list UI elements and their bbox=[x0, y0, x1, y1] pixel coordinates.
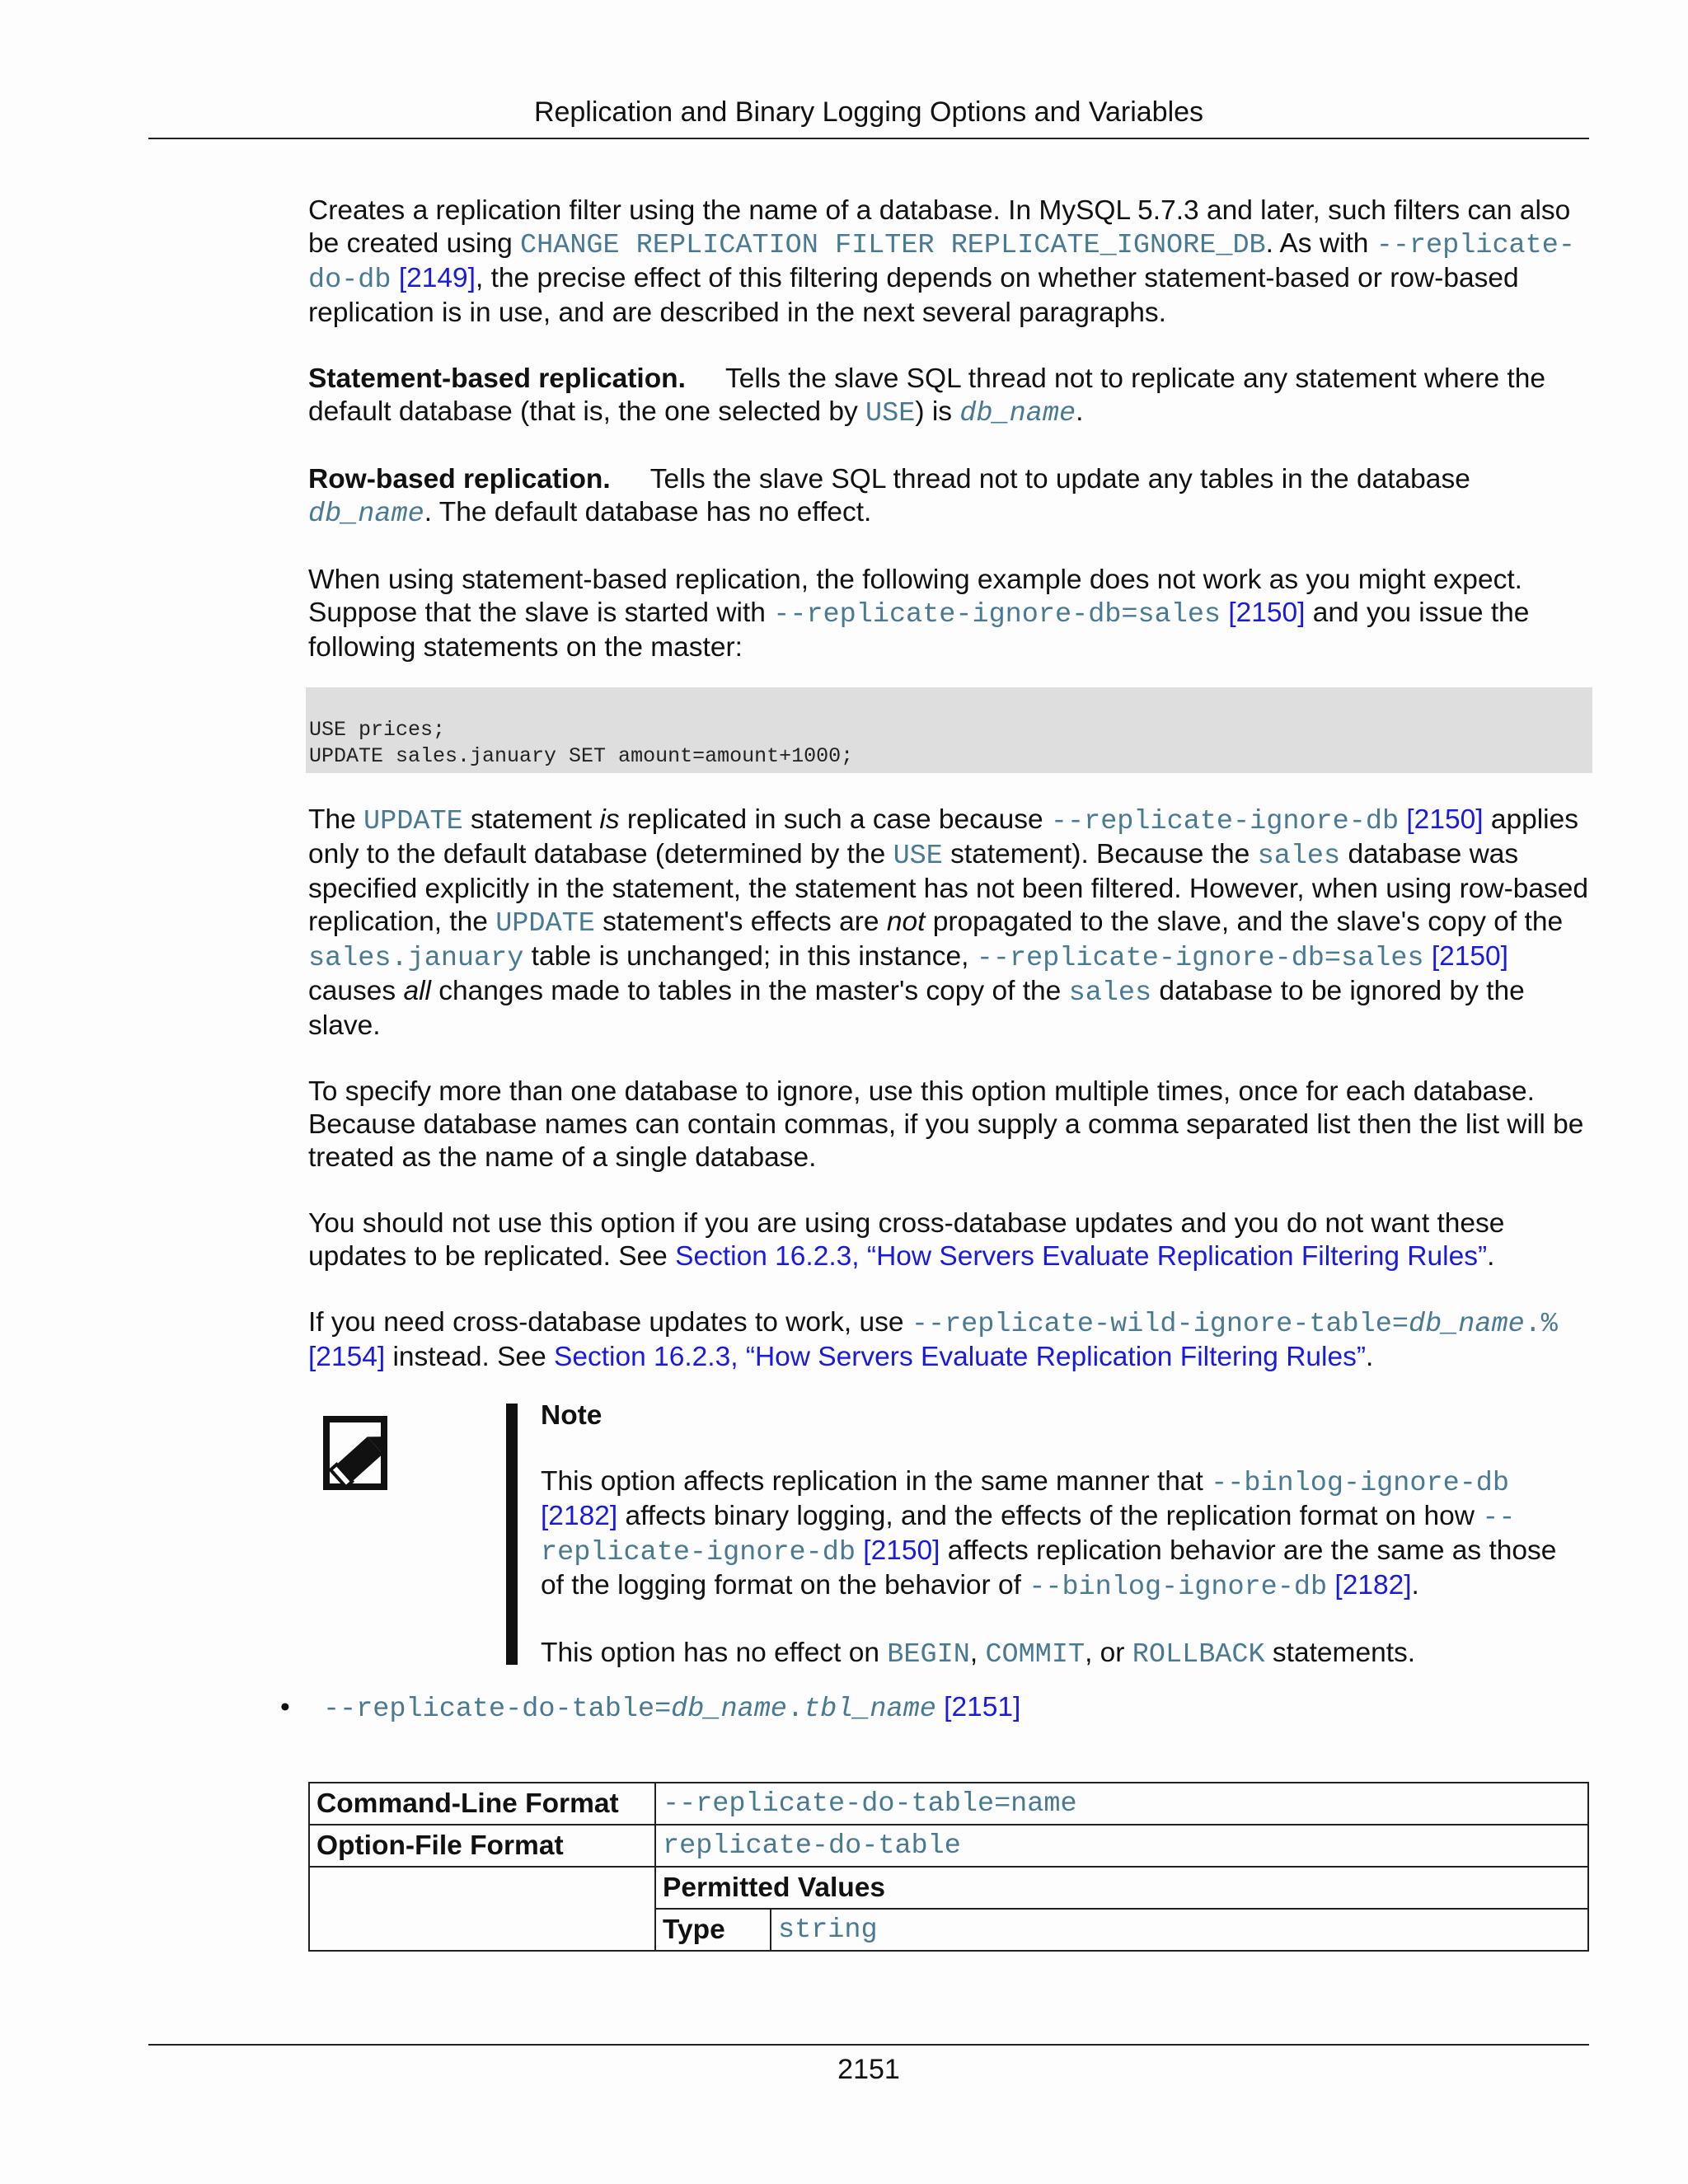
text: . bbox=[1487, 1241, 1495, 1272]
text: statement bbox=[462, 804, 600, 835]
text: . bbox=[1366, 1342, 1374, 1372]
code-dot: . bbox=[786, 1694, 804, 1725]
main-content-bottom bbox=[308, 804, 1594, 1407]
table-label: Option-File Format bbox=[309, 1825, 655, 1867]
code-replicate-do-table[interactable]: --replicate-do-table= bbox=[323, 1694, 672, 1725]
emphasis-is: is bbox=[599, 804, 620, 835]
code-dot-percent: .% bbox=[1524, 1309, 1558, 1340]
code-replicate-ignore-db-sales[interactable]: --replicate-ignore-db=sales bbox=[976, 943, 1424, 974]
code-replicate-wild-ignore-table[interactable]: --replicate-wild-ignore-table= bbox=[911, 1309, 1409, 1340]
code-change-replication-filter[interactable]: CHANGE REPLICATION FILTER REPLICATE_IGNORE_DB bbox=[520, 230, 1266, 261]
text: applies only to the default database (determined by the bbox=[308, 804, 1578, 869]
code-example-block bbox=[306, 687, 1592, 773]
table-row bbox=[309, 1783, 1588, 1825]
text: replicated in such a case because bbox=[619, 804, 1051, 835]
code-db-name: db_name bbox=[671, 1694, 787, 1725]
code-line-2: UPDATE sales.january SET amount=amount+1000; bbox=[309, 744, 854, 768]
text: When using statement-based replication, the following example does not work as you might expect. Suppose that the slave is started with bbox=[308, 565, 1522, 628]
page-number: 2151 bbox=[837, 2054, 900, 2085]
table-label: Command-Line Format bbox=[309, 1783, 655, 1825]
page-ref-link[interactable]: [2151] bbox=[944, 1692, 1021, 1722]
page-footer bbox=[148, 2044, 1589, 2090]
code-begin[interactable]: BEGIN bbox=[887, 1639, 970, 1671]
text: changes made to tables in the master's copy of the bbox=[430, 976, 1069, 1006]
emphasis-not: not bbox=[886, 907, 926, 937]
note-sidebar-rule bbox=[506, 1404, 518, 1665]
text: , the precise effect of this filtering depends on whether statement-based or row-based replication is in use, and are described in the next several paragraphs. bbox=[308, 263, 1519, 328]
section-link[interactable]: Section 16.2.3, “How Servers Evaluate Replication Filtering Rules” bbox=[554, 1342, 1366, 1372]
code-tbl-name: tbl_name bbox=[804, 1694, 936, 1725]
text: causes bbox=[308, 976, 404, 1006]
page-ref-link[interactable]: [2182] bbox=[541, 1501, 618, 1531]
text: database was specified explicitly in the statement, the statement has not been filtered. However, when using row-based replication, the bbox=[308, 839, 1589, 937]
code-commit[interactable]: COMMIT bbox=[985, 1639, 1085, 1671]
text: . bbox=[1076, 396, 1084, 427]
note-paragraph-2 bbox=[541, 1637, 1563, 1671]
text: statements. bbox=[1264, 1638, 1416, 1668]
code-update[interactable]: UPDATE bbox=[363, 806, 463, 837]
lead-statement-based: Statement-based replication. bbox=[308, 363, 686, 394]
main-content-top bbox=[308, 194, 1594, 697]
page-ref-link[interactable]: [2150] bbox=[1406, 804, 1484, 835]
bullet-marker: • bbox=[280, 1692, 290, 1722]
text: and you issue the following statements on the master: bbox=[308, 598, 1530, 663]
note-pencil-icon bbox=[323, 1416, 397, 1492]
code-replicate-do-db[interactable]: --replicate-do-db bbox=[308, 230, 1575, 296]
note-paragraph-1 bbox=[541, 1465, 1563, 1604]
table-row bbox=[309, 1825, 1588, 1867]
text: The bbox=[308, 804, 364, 835]
text: instead. See bbox=[385, 1342, 555, 1372]
text: propagated to the slave, and the slave's copy of the bbox=[925, 907, 1564, 937]
text: You should not use this option if you are using cross-database updates and you do not want these updates to be replicated. See bbox=[308, 1208, 1505, 1272]
paragraph-row-based bbox=[308, 463, 1594, 531]
paragraph-example-intro bbox=[308, 564, 1594, 664]
text: ) is bbox=[915, 396, 960, 427]
note-title: Note bbox=[541, 1400, 603, 1431]
header-title: Replication and Binary Logging Options and Variables bbox=[533, 96, 1204, 128]
option-properties-table bbox=[308, 1782, 1589, 1952]
text: Creates a replication filter using the name of a database. In MySQL 5.7.3 and later, such filters can also be created using bbox=[308, 195, 1571, 259]
code-binlog-ignore-db[interactable]: --binlog-ignore-db bbox=[1029, 1572, 1328, 1603]
page-ref-link[interactable]: [2150] bbox=[863, 1535, 940, 1566]
text: To specify more than one database to ignore, use this option multiple times, once for each database. Because database names can contain commas, if you supply a comma separated list then the list will be treated as the name of a single database. bbox=[308, 1076, 1584, 1173]
code-rollback[interactable]: ROLLBACK bbox=[1132, 1639, 1265, 1671]
text: table is unchanged; in this instance, bbox=[523, 941, 977, 972]
table-value: --replicate-do-table=name bbox=[655, 1783, 1588, 1825]
text: statement's effects are bbox=[594, 907, 887, 937]
text: This option has no effect on bbox=[541, 1638, 888, 1668]
paragraph-cross-database bbox=[308, 1207, 1594, 1273]
text: This option affects replication in the same manner that bbox=[541, 1466, 1212, 1497]
table-type-label: Type bbox=[655, 1909, 771, 1951]
paragraph-wild-ignore bbox=[308, 1306, 1594, 1374]
code-binlog-ignore-db[interactable]: --binlog-ignore-db bbox=[1211, 1468, 1509, 1499]
section-link[interactable]: Section 16.2.3, “How Servers Evaluate Replication Filtering Rules” bbox=[675, 1241, 1488, 1272]
paragraph-update-explanation bbox=[308, 804, 1594, 1043]
code-db-name: db_name bbox=[308, 499, 424, 530]
paragraph-multiple-databases bbox=[308, 1076, 1594, 1174]
code-use[interactable]: USE bbox=[865, 398, 916, 429]
running-header bbox=[148, 92, 1589, 139]
table-permitted-values-header: Permitted Values bbox=[655, 1867, 1588, 1909]
text: Tells the slave SQL thread not to replicate any statement where the default database (that is, the one selected by bbox=[308, 363, 1545, 427]
text: Tells the slave SQL thread not to update any tables in the database bbox=[649, 464, 1470, 494]
text: . bbox=[1411, 1570, 1419, 1601]
option-entry-replicate-do-table bbox=[323, 1691, 1020, 1726]
code-replicate-ignore-db[interactable]: --replicate-ignore-db bbox=[541, 1502, 1516, 1568]
code-sales: sales bbox=[1068, 977, 1152, 1009]
table-row bbox=[309, 1867, 1588, 1909]
text: , bbox=[969, 1638, 986, 1668]
text: affects replication behavior are the same as those of the logging format on the behavior of bbox=[541, 1535, 1557, 1601]
code-use[interactable]: USE bbox=[893, 841, 943, 872]
text: , or bbox=[1085, 1638, 1132, 1668]
page-ref-link[interactable]: [2154] bbox=[308, 1342, 386, 1372]
page-ref-link[interactable]: [2150] bbox=[1228, 598, 1306, 628]
paragraph-statement-based bbox=[308, 363, 1594, 430]
code-db-name: db_name bbox=[959, 398, 1076, 429]
code-line-1: USE prices; bbox=[309, 718, 446, 742]
text: database to be ignored by the slave. bbox=[308, 976, 1525, 1041]
text: . The default database has no effect. bbox=[424, 497, 872, 527]
table-type-value: string bbox=[771, 1909, 1588, 1951]
page-ref-link[interactable]: [2182] bbox=[1334, 1570, 1412, 1601]
page-ref-link[interactable]: [2149] bbox=[398, 263, 476, 293]
code-db-name: db_name bbox=[1408, 1309, 1525, 1340]
text: If you need cross-database updates to work, use bbox=[308, 1307, 912, 1338]
emphasis-all: all bbox=[403, 976, 431, 1006]
note-admonition bbox=[541, 1399, 1563, 1704]
text: affects binary logging, and the effects of the replication format on how bbox=[617, 1501, 1483, 1531]
table-value: replicate-do-table bbox=[655, 1825, 1588, 1867]
text: statement). Because the bbox=[942, 839, 1258, 869]
table-empty-cell bbox=[309, 1867, 655, 1951]
lead-row-based: Row-based replication. bbox=[308, 464, 611, 494]
paragraph-intro bbox=[308, 194, 1594, 330]
code-sales: sales bbox=[1257, 841, 1341, 872]
code-update[interactable]: UPDATE bbox=[495, 908, 595, 940]
code-replicate-ignore-db-sales[interactable]: --replicate-ignore-db=sales bbox=[773, 599, 1221, 630]
code-sales-january: sales.january bbox=[308, 943, 524, 974]
page-ref-link[interactable]: [2150] bbox=[1431, 941, 1508, 972]
text: . As with bbox=[1265, 228, 1376, 259]
code-replicate-ignore-db[interactable]: --replicate-ignore-db bbox=[1050, 806, 1400, 837]
